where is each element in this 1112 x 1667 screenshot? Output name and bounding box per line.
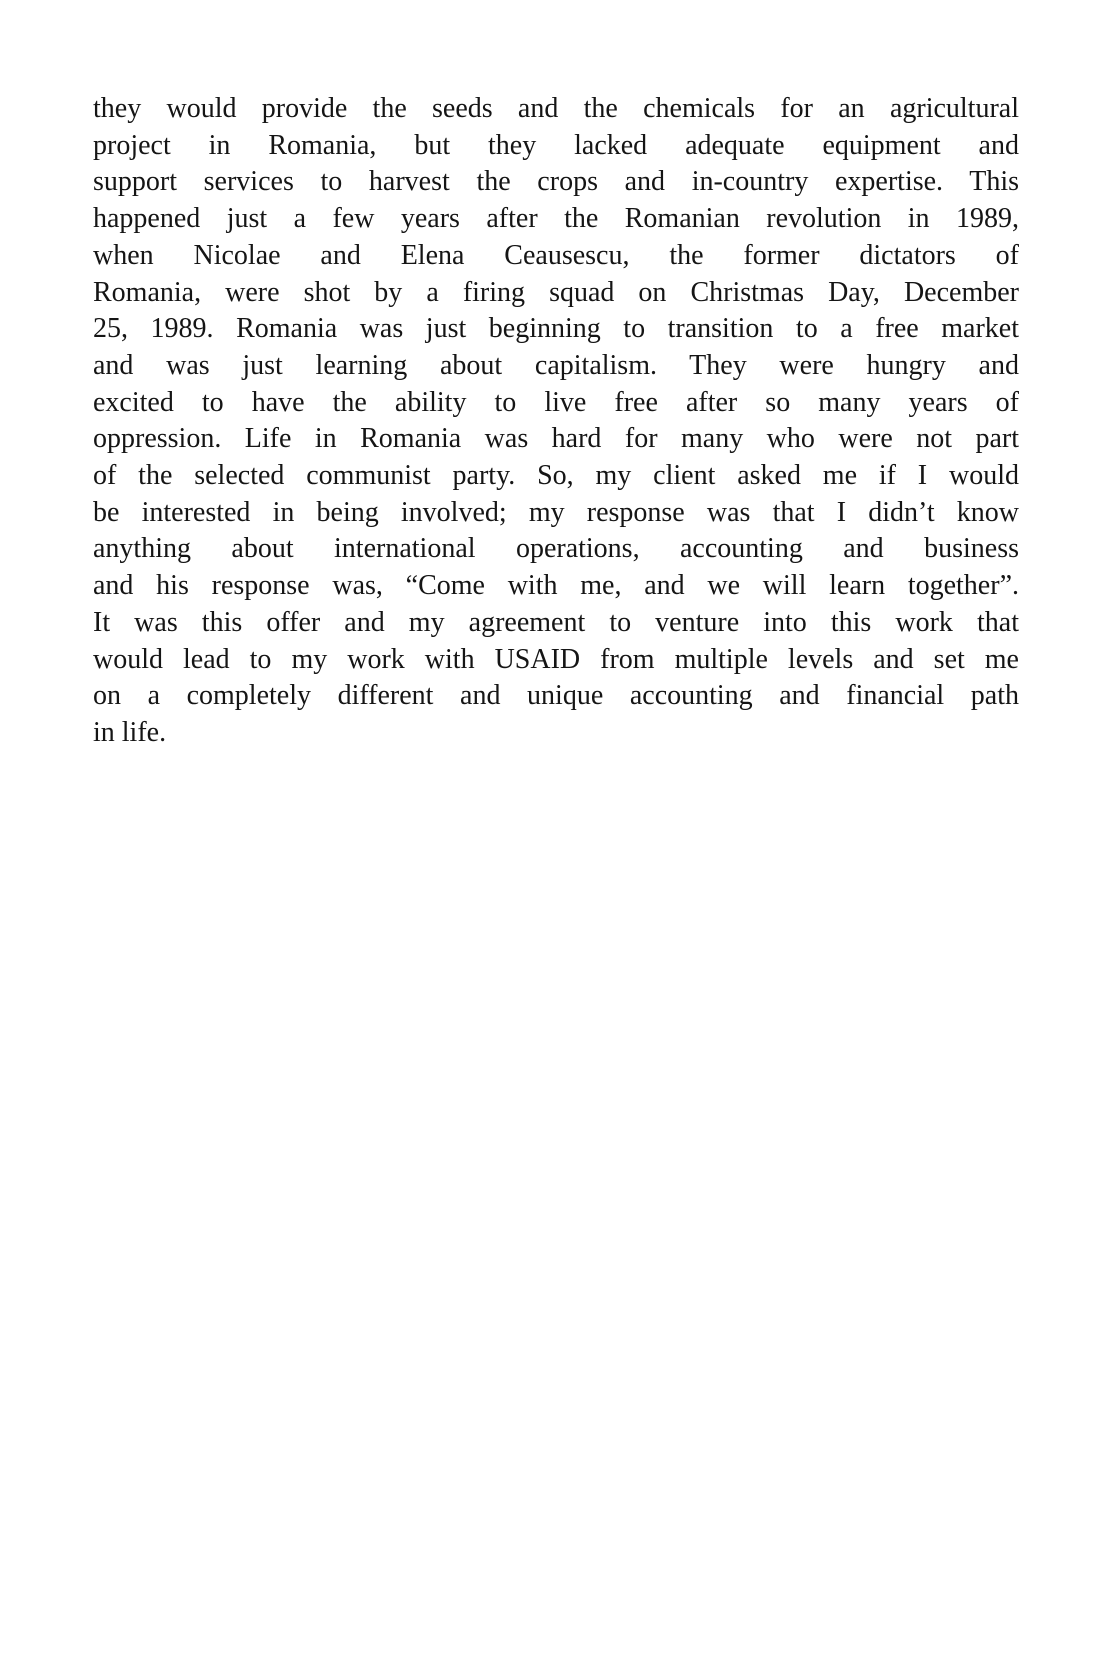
text-line: on a completely different and unique accounting and financial path [93,680,1019,712]
text-line: happened just a few years after the Romanian revolution in 1989, [93,203,1019,235]
text-line: oppression. Life in Romania was hard for many who were not part [93,423,1019,455]
text-line: Romania, were shot by a firing squad on Christmas Day, December [93,276,1019,308]
text-line: and his response was, “Come with me, and we will learn together”. [93,570,1019,602]
text-line: project in Romania, but they lacked adequate equipment and [93,129,1019,161]
text-line: 25, 1989. Romania was just beginning to transition to a free market [93,313,1019,345]
paragraph [93,91,1019,752]
text-line: when Nicolae and Elena Ceausescu, the former dictators of [93,239,1019,271]
text-line: in life. [93,716,167,748]
text-line: they would provide the seeds and the chemicals for an agricultural [93,93,1019,124]
text-line: It was this offer and my agreement to venture into this work that [93,606,1019,638]
text-line: be interested in being involved; my response was that I didn’t know [93,496,1019,528]
text-line: support services to harvest the crops and in-country expertise. This [93,166,1019,198]
text-line: anything about international operations, accounting and business [93,533,1019,565]
text-line: excited to have the ability to live free after so many years of [93,386,1019,418]
text-line: and was just learning about capitalism. They were hungry and [93,349,1019,381]
text-line: of the selected communist party. So, my client asked me if I would [93,460,1019,492]
text-line: would lead to my work with USAID from multiple levels and set me [93,643,1019,675]
